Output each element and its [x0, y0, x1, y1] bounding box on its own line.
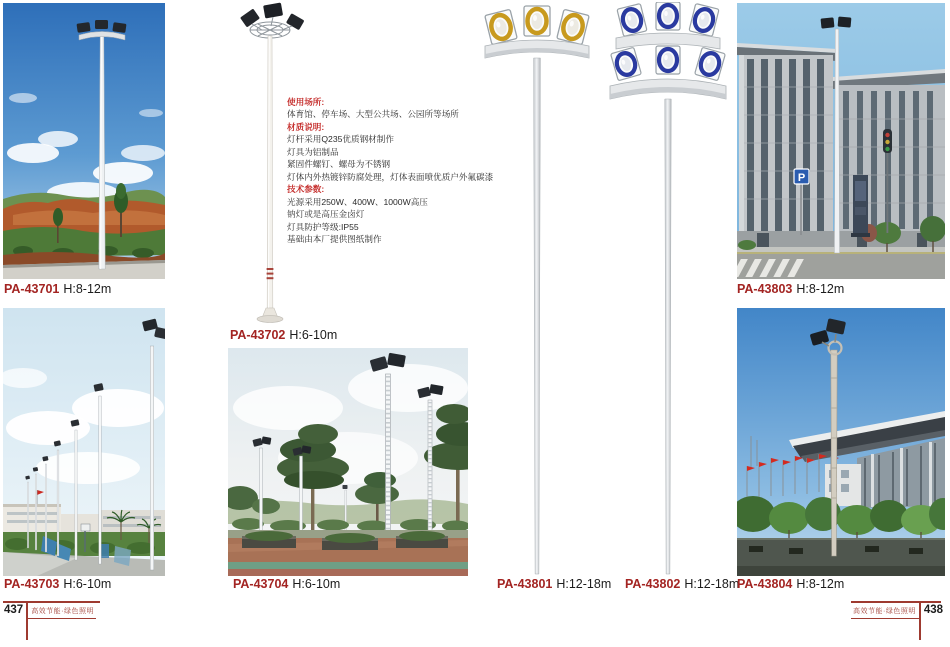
product-height: H:8-12m: [63, 282, 112, 296]
product-label-pa43702: [230, 328, 337, 342]
spec-panel: [287, 96, 494, 245]
pole-shaft: [267, 36, 273, 308]
product-code: PA-43803: [737, 282, 793, 296]
spec-line: 灯杆采用Q235优质钢材制作: [287, 134, 394, 145]
spec-line: 灯具防护等级:IP55: [287, 221, 359, 232]
spec-heading-usage: 使用场所:: [287, 97, 325, 107]
product-code: PA-43704: [233, 577, 289, 591]
product-height: H:6-10m: [63, 577, 112, 591]
base-plate: [257, 316, 283, 323]
gold-lamp-tier: [485, 6, 589, 45]
office-building-left: [737, 43, 837, 241]
product-code: PA-43801: [497, 577, 553, 591]
spec-line: 灯体内外热镀锌防腐处理，灯体表面喷优质户外氟碳漆: [287, 171, 494, 182]
product-height: H:8-12m: [796, 577, 845, 591]
spec-line: 紧固件螺钉、螺母为不锈钢: [287, 159, 391, 170]
spec-line: 基础由本厂提供图纸制作: [287, 233, 382, 244]
curb-line: [737, 252, 945, 254]
product-height: H:6-10m: [292, 577, 341, 591]
spec-line: 灯具为铝制品: [287, 146, 339, 157]
info-kiosk: [851, 175, 870, 237]
court-strip: [228, 562, 468, 570]
product-label-pa43701: [4, 282, 111, 296]
light-pole: [834, 29, 839, 253]
product-photo-pa43803: [737, 3, 945, 279]
product-photo-pa43804: [737, 308, 945, 576]
product-height: H:12-18m: [556, 577, 612, 591]
pole-shaft: [665, 99, 671, 574]
page-number-right: 438: [923, 604, 944, 616]
footer-slogan: 高效节能·绿色照明: [28, 606, 96, 619]
product-code: PA-43702: [230, 328, 286, 342]
product-label-pa43802: [625, 577, 739, 591]
footer-left: [3, 601, 113, 640]
spec-line: 钠灯或是高压金卤灯: [287, 209, 365, 220]
product-code: PA-43703: [4, 577, 60, 591]
product-height: H:8-12m: [796, 282, 845, 296]
plaza-edge: [737, 538, 945, 540]
spec-heading-parameters: 技术参数:: [287, 184, 325, 195]
planters: [242, 531, 448, 550]
product-height: H:6-10m: [289, 328, 338, 342]
product-photo-pa43703: [3, 308, 165, 576]
foreground-walk: [737, 566, 945, 576]
dirt-highlight: [13, 210, 165, 225]
pole-highlight: [269, 36, 270, 308]
product-label-pa43803: [737, 282, 844, 296]
pole-highlight: [101, 33, 102, 269]
blue-lamp-tier-lower: [611, 46, 726, 81]
product-cutout-pa43802: [604, 2, 732, 576]
product-code: PA-43701: [4, 282, 60, 296]
product-photo-pa43704: [228, 348, 468, 576]
floodlight-icons: [240, 3, 304, 31]
spec-heading-material: 材质说明:: [287, 121, 325, 132]
page-number-left: 437: [4, 604, 24, 616]
pole-shaft: [534, 58, 541, 574]
product-cutout-pa43801: [477, 2, 597, 576]
product-code: PA-43804: [737, 577, 793, 591]
foreground-strip: [228, 569, 468, 576]
red-bands: [267, 268, 274, 279]
product-height: H:12-18m: [684, 577, 740, 591]
spec-line: 光源采用250W、400W、1000W高压: [287, 196, 428, 207]
footer-slogan: 高效节能·绿色照明: [851, 606, 919, 619]
spec-line: 体育馆、停车场、大型公共场、公园所等场所: [287, 109, 459, 120]
product-photo-pa43701: [3, 3, 165, 279]
footer-right: [851, 601, 943, 640]
blue-lamp-tier-upper: [617, 2, 719, 36]
light-pole: [99, 33, 105, 269]
crown-ring: [250, 22, 290, 38]
product-label-pa43703: [4, 577, 111, 591]
product-label-pa43704: [233, 577, 340, 591]
product-label-pa43804: [737, 577, 844, 591]
light-pole: [831, 350, 837, 556]
product-label-pa43801: [497, 577, 611, 591]
product-code: PA-43802: [625, 577, 681, 591]
parking-sign-letter: P: [797, 172, 806, 184]
